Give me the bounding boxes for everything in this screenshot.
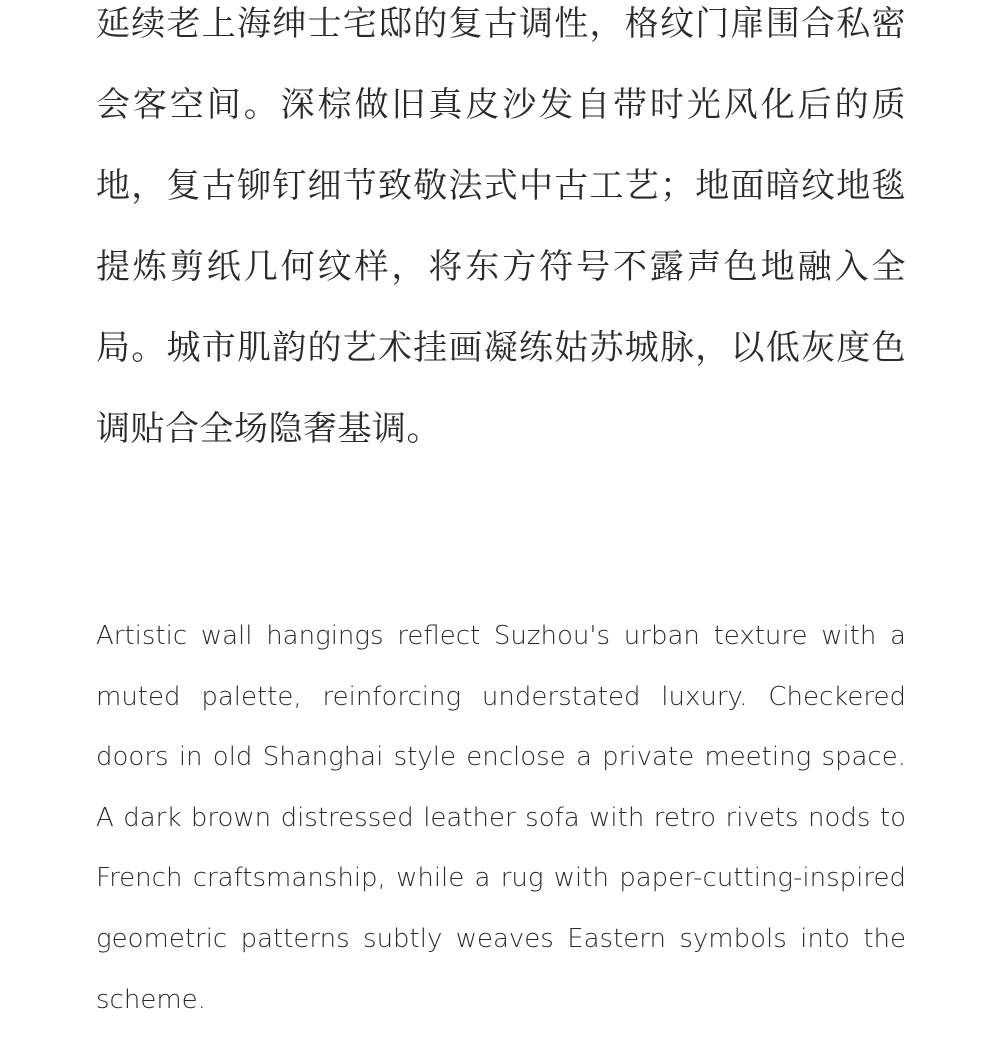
- article-body: [96, 0, 906, 1015]
- chinese-paragraph: 延续老上海绅士宅邸的复古调性，格纹门扉围合私密会客空间。深棕做旧真皮沙发自带时光风化后的质地，复古铆钉细节致敬法式中古工艺；地面暗纹地毯提炼剪纸几何纹样，将东方符号不露声色地融入全局。城市肌韵的艺术挂画凝练姑苏城脉，以低灰度色调贴合全场隐奢基调。: [96, 4, 906, 449]
- english-paragraph: Artistic wall hangings reflect Suzhou's urban texture with a muted palette, reinforcing understated luxury. Checkered doors in old Shanghai style enclose a private meeting space. A dark brown distressed leather sofa with retro rivets nods to French craftsmanship, while a rug with paper-cutting-inspired geometric patterns subtly weaves Eastern symbols into the scheme.: [96, 621, 906, 1015]
